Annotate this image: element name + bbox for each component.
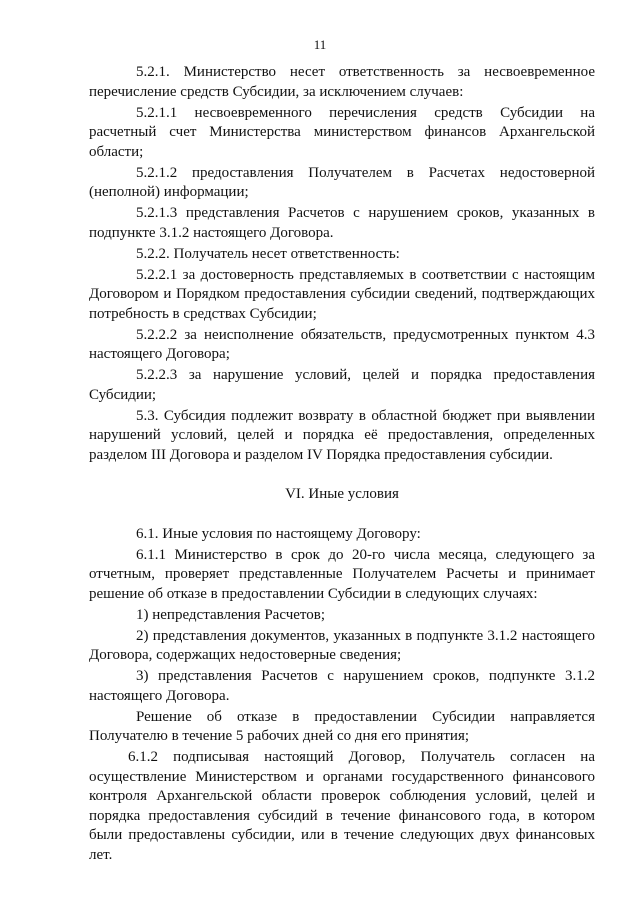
clause-5-2-1-3: 5.2.1.3 представления Расчетов с нарушением сроков, указанных в подпункте 3.1.2 настоящего Договора. xyxy=(89,205,595,241)
refusal-decision: Решение об отказе в предоставлении Субсидии направляется Получателю в течение 5 рабочих дней со дня его принятия; xyxy=(89,708,595,744)
clause-6-1-1: 6.1.1 Министерство в срок до 20-го числа месяца, следующего за отчетным, проверяет представленные Получателем Расчеты и принимает решение об отказе в предоставлении Субсидии в следующих случаях: xyxy=(89,546,595,602)
clause-5-3: 5.3. Субсидия подлежит возврату в областной бюджет при выявлении нарушений условий, целей и порядка её предоставления, определенных разделом III Договора и разделом IV Порядка предоставления субсидии. xyxy=(89,407,595,463)
list-item-2: 2) представления документов, указанных в подпункте 3.1.2 настоящего Договора, содержащих недостоверные сведения; xyxy=(89,627,595,663)
page-number: 11 xyxy=(313,37,327,52)
clause-5-2-1-1: 5.2.1.1 несвоевременного перечисления средств Субсидии на расчетный счет Министерства министерством финансов Архангельской области; xyxy=(89,104,595,160)
document-body xyxy=(89,63,595,867)
clause-6-1-2: 6.1.2 подписывая настоящий Договор, Получатель согласен на осуществление Министерством и органами государственного финансового контроля Архангельской области проверок соблюдения условий, целей и порядка предоставления субсидий в течение финансового года, в котором были предоставлены субсидии, или в течение следующих двух финансовых лет. xyxy=(89,749,595,863)
clause-5-2-1: 5.2.1. Министерство несет ответственность за несвоевременное перечисление средств Субсидии, за исключением случаев: xyxy=(89,64,595,100)
clause-5-2-2-1: 5.2.2.1 за достоверность представляемых в соответствии с настоящим Договором и Порядком предоставления субсидии сведений, подтверждающих потребность в средствах Субсидии; xyxy=(89,266,595,322)
clause-6-1: 6.1. Иные условия по настоящему Договору: xyxy=(136,525,421,542)
clause-5-2-2-3: 5.2.2.3 за нарушение условий, целей и порядка предоставления Субсидии; xyxy=(89,367,595,403)
clause-5-2-1-2: 5.2.1.2 предоставления Получателем в Расчетах недостоверной (неполной) информации; xyxy=(89,164,595,200)
clause-5-2-2-2: 5.2.2.2 за неисполнение обязательств, предусмотренных пунктом 4.3 настоящего Договора; xyxy=(89,326,595,362)
clause-5-2-2: 5.2.2. Получатель несет ответственность: xyxy=(136,245,400,262)
section-heading: VI. Иные условия xyxy=(285,486,399,502)
list-item-1: 1) непредставления Расчетов; xyxy=(136,606,326,623)
list-item-3: 3) представления Расчетов с нарушением сроков, подпункте 3.1.2 настоящего Договора. xyxy=(89,668,595,704)
